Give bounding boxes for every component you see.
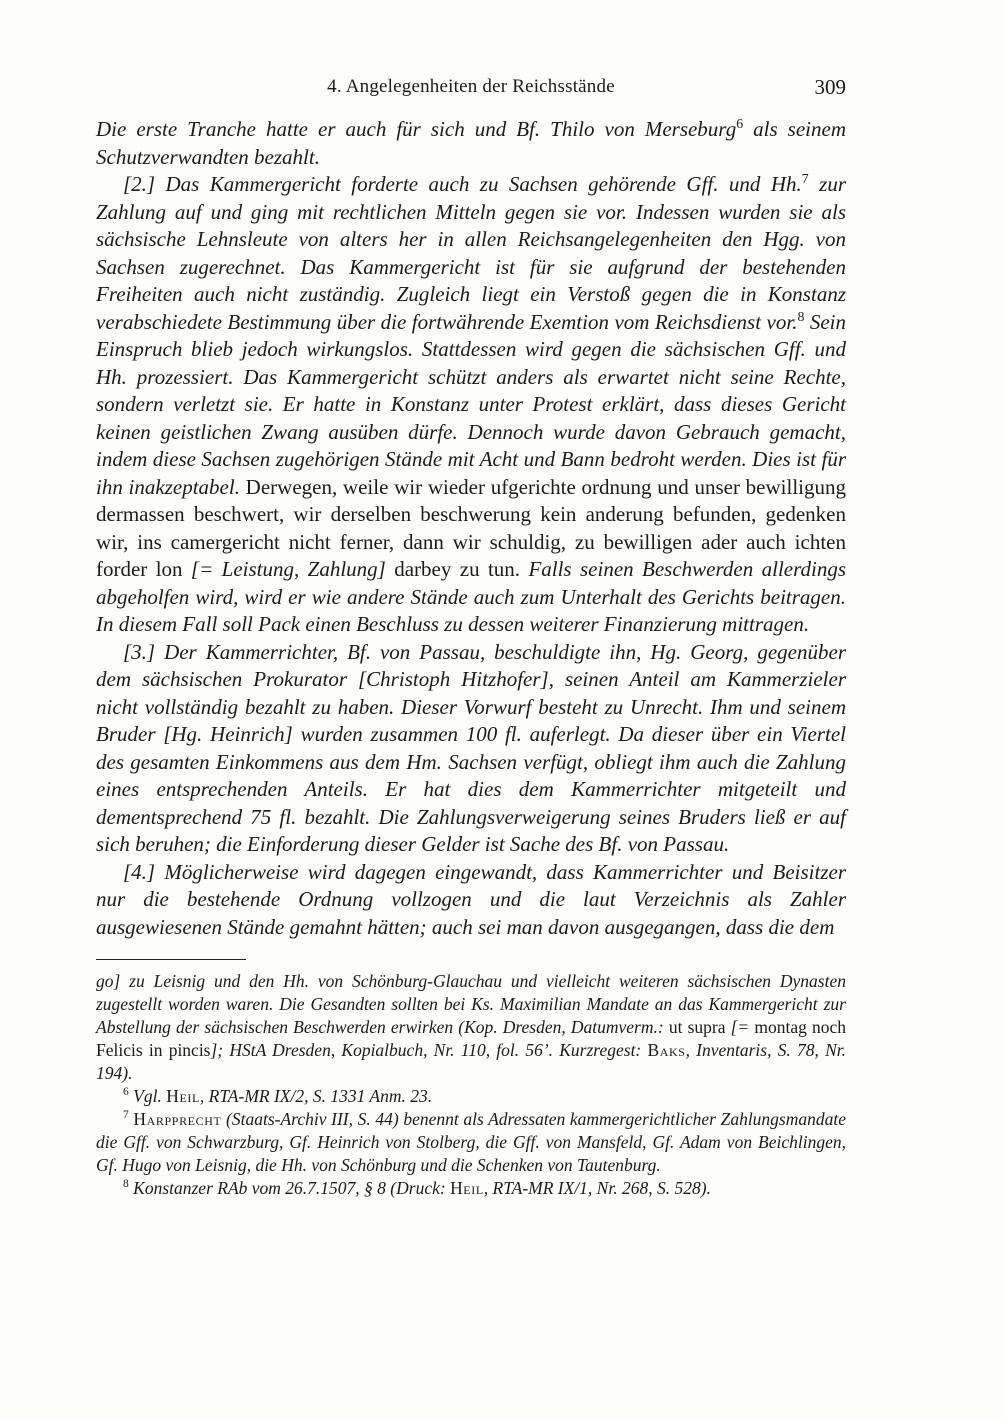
text-run: Falls seinen Beschwerden allerdings abgeholfen wird, wird er wie andere Stände auch zum Unterhalt des Gerichts beitragen. In diesem Fall soll Pack einen Beschluss zu dessen weiterer Finanzierung mittragen.: [96, 557, 846, 636]
body-text: [96, 116, 846, 941]
text-run: ut supra: [668, 1017, 731, 1037]
paragraph-4: [96, 859, 846, 942]
text-run: zur Zahlung auf und ging mit rechtlichen Mitteln gegen sie vor. Indessen wurden sie als sächsische Lehnsleute von alters her in allen Reichsangelegenheiten den Hgg. von Sachsen zugerechnet. Das Kammergericht ist für sie aufgrund der bestehenden Freiheiten auch nicht zuständig. Zugleich liegt ein Verstoß gegen die in Konstanz verabschiedete Bestimmung über die fortwährende Exemtion vom Reichsdienst vor.: [96, 172, 846, 334]
text-run: [=: [730, 1017, 755, 1037]
text-run: als seinem Schutzverwandten bezahlt.: [96, 117, 846, 169]
footnote-6: [96, 1085, 846, 1108]
footnote-continuation: [96, 970, 846, 1085]
footnote-marker: 8: [123, 1178, 129, 1191]
footnote-marker: 6: [123, 1086, 129, 1099]
page-number: 309: [814, 75, 846, 99]
paragraph-2: [96, 171, 846, 639]
footnote-marker: 8: [797, 308, 805, 324]
text-run: Die erste Tranche hatte er auch für sich und Bf. Thilo von Merseburg: [96, 117, 737, 141]
text-run: Sein Einspruch blieb jedoch wirkungslos. Stattdessen wird gegen die sächsischen Gff. und Hh. prozessiert. Das Kammergericht schützt anders als erwartet nicht seine Rechte, sondern verletzt sie. Er hatte in Konstanz unter Protest erklärt, dass dieses Gericht keinen geistlichen Zwang ausüben dürfe. Dennoch wurde davon Gebrauch gemacht, indem diese Sachsen zugehörigen Stände mit Acht und Bann bedroht werden. Dies ist für ihn inakzeptabel.: [96, 309, 847, 499]
text-run: , RTA-MR IX/1, Nr. 268, S. 528).: [483, 1178, 711, 1198]
text-run: montag noch Felicis in pincis: [96, 1017, 846, 1060]
text-run: Derwegen, weile wir wieder ufgerichte ordnung und unser bewilligung dermassen beschwert, wir derselben beschwerung kein anderung befunden, gedenken wir, ins camergericht nicht ferner, dann wir schuldig, zu bewilligen ader auch ichten forder lon: [96, 474, 846, 581]
text-run: ]; HStA Dresden, Kopialbuch, Nr. 110, fol. 56’. Kurzregest:: [210, 1040, 648, 1060]
text-run: go] zu Leisnig und den Hh. von Schönburg-Glauchau und vielleicht weiteren sächsischen Dynasten zugestellt worden waren. Die Gesandten sollten bei Ks. Maximilian Mandate an das Kammergericht zur Abstellung der sächsischen Beschwerden erwirken (Kop. Dresden, Datumverm.:: [96, 971, 846, 1037]
text-run: [= Leistung, Zahlung]: [190, 557, 386, 581]
text-run: , RTA-MR IX/2, S. 1331 Anm. 23.: [199, 1086, 433, 1106]
text-run: Vgl.: [128, 1086, 167, 1106]
text-run: Baks: [647, 1040, 686, 1060]
paragraph-3: [96, 639, 846, 859]
text-run: (Staats-Archiv III, S. 44) benennt als Adressaten kammergerichtlicher Zahlungsmandate die Gff. von Schwarzburg, Gf. Heinrich von Stolberg, die Gff. von Mansfeld, Gf. Adam von Beichlingen, Gf. Hugo von Leisnig, die Hh. von Schönburg und die Schenken von Tautenburg.: [96, 1109, 847, 1175]
footnote-7: [96, 1108, 846, 1177]
page-header: [96, 76, 846, 104]
text-run: [2.] Das Kammergericht forderte auch zu Sachsen gehörende Gff. und Hh.: [123, 172, 802, 196]
text-run: darbey zu tun.: [385, 557, 529, 581]
text-run: [3.] Der Kammerrichter, Bf. von Passau, beschuldigte ihn, Hg. Georg, gegenüber dem sächsischen Prokurator [Christoph Hitzhofer], seinen Anteil am Kammerzieler nicht vollständig bezahlt zu haben. Dieser Vorwurf besteht zu Unrecht. Ihm und seinem Bruder [Hg. Heinrich] wurden zusammen 100 fl. auferlegt. Da dieser über ein Viertel des gesamten Einkommens aus dem Hm. Sachsen verfügt, obliegt ihm auch die Zahlung eines entsprechenden Anteils. Er hat dies dem Kammerrichter mitgeteilt und dementsprechend 75 fl. bezahlt. Die Zahlungsverweigerung seines Bruders ließ er auf sich beruhen; die Einforderung dieser Gelder ist Sache des Bf. von Passau.: [96, 639, 846, 856]
footnote-marker: 7: [801, 171, 809, 186]
footnote-marker: 6: [736, 116, 744, 131]
text-run: Harpprecht: [133, 1109, 222, 1129]
footnote-8: [96, 1177, 846, 1200]
text-run: Heil: [450, 1178, 484, 1198]
footnote-rule: [96, 959, 246, 960]
text-run: Heil: [166, 1086, 200, 1106]
text-run: , Inventaris, S. 78, Nr. 194).: [96, 1040, 847, 1083]
footnote-marker: 7: [123, 1109, 129, 1122]
paragraph-1: [96, 116, 846, 171]
text-run: Konstanzer RAb vom 26.7.1507, § 8 (Druck:: [128, 1178, 451, 1198]
running-header-title: 4. Angelegenheiten der Reichsstände: [327, 76, 615, 97]
footnotes: [96, 970, 846, 1200]
text-run: [4.] Möglicherweise wird dagegen eingewandt, dass Kammerrichter und Beisitzer nur die bestehende Ordnung vollzogen und die laut Verzeichnis als Zahler ausgewiesenen Stände gemahnt hätten; auch sei man davon ausgegangen, dass die dem: [96, 859, 846, 939]
